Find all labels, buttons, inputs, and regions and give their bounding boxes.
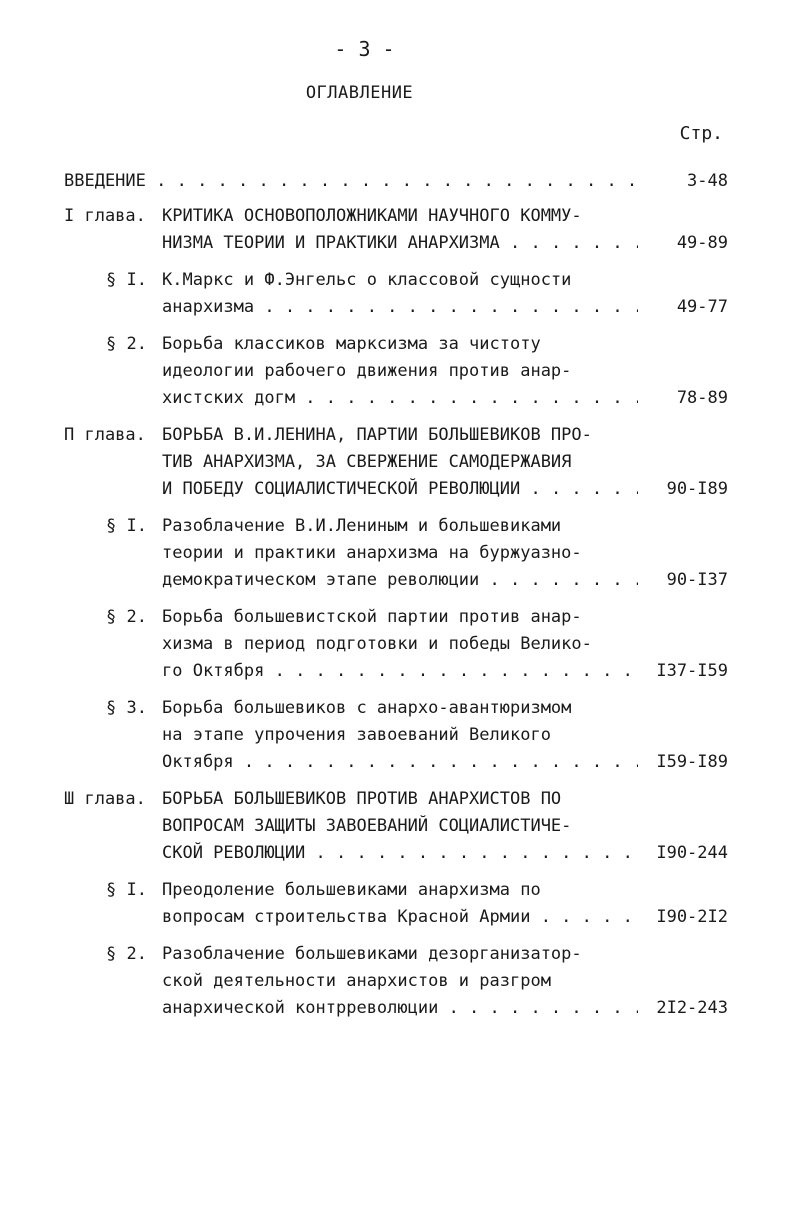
toc-entry-pages: 49-77 xyxy=(676,297,728,317)
toc-entry-line: ВОПРОСАМ ЗАЩИТЫ ЗАВОЕВАНИЙ СОЦИАЛИСТИЧЕ- xyxy=(162,816,572,836)
toc-entry-line: идеологии рабочего движения против анар- xyxy=(162,361,572,381)
toc-entry-label: § I. xyxy=(106,270,147,290)
toc-entry-section-2-3 xyxy=(64,695,728,776)
toc-entry-text xyxy=(162,604,638,685)
toc-entry-pages: I59-I89 xyxy=(656,752,728,772)
toc-entry-line: ской деятельности анархистов и разгром xyxy=(162,971,551,991)
toc-entry-label: § 2. xyxy=(106,607,147,627)
toc-entry-line: БОРЬБА БОЛЬШЕВИКОВ ПРОТИВ АНАРХИСТОВ ПО xyxy=(162,789,562,809)
toc-entry-pages: I90-2I2 xyxy=(656,907,728,927)
toc-entry-text xyxy=(162,695,638,776)
toc-entry-section-1-1 xyxy=(64,267,728,321)
toc-entry-line: ТИВ АНАРХИЗМА, ЗА СВЕРЖЕНИЕ САМОДЕРЖАВИЯ xyxy=(162,452,572,472)
toc-entry-text xyxy=(162,786,638,867)
toc-entry-line: КРИТИКА ОСНОВОПОЛОЖНИКАМИ НАУЧНОГО КОММУ- xyxy=(162,206,582,226)
toc-entry-chapter-3 xyxy=(64,786,728,867)
toc-entry-pages: 49-89 xyxy=(676,233,728,253)
toc-entry-text xyxy=(162,877,638,931)
table-of-contents xyxy=(64,168,728,1032)
toc-entry-section-3-1 xyxy=(64,877,728,931)
toc-entry-line: го Октября . . . xyxy=(162,658,638,685)
toc-entry-text xyxy=(162,941,638,1022)
toc-entry-line: Борьба классиков марксизма за чистоту xyxy=(162,334,541,354)
toc-entry-text xyxy=(162,513,638,594)
toc-entry-pages: 2I2-243 xyxy=(656,998,728,1018)
toc-entry-label: I глава. xyxy=(64,206,146,226)
toc-entry-label: Ш глава. xyxy=(64,789,146,809)
toc-entry-chapter-1 xyxy=(64,203,728,257)
toc-entry-line: анархической контрреволюции . . . xyxy=(162,995,638,1022)
toc-entry-line: на этапе упрочения завоеваний Великого xyxy=(162,725,551,745)
page-number: - 3 - xyxy=(334,37,395,61)
toc-entry-line: Разоблачение большевиками дезорганизатор- xyxy=(162,944,582,964)
toc-entry-line: Преодоление большевиками анархизма по xyxy=(162,880,541,900)
toc-entry-text xyxy=(162,267,638,321)
toc-entry-section-2-2 xyxy=(64,604,728,685)
toc-entry-pages: I37-I59 xyxy=(656,661,728,681)
toc-entry-line: К.Маркс и Ф.Энгельс о классовой сущности xyxy=(162,270,572,290)
toc-entry-line: НИЗМА ТЕОРИИ И ПРАКТИКИ АНАРХИЗМА . . . xyxy=(162,230,638,257)
toc-entry-line: Октября . . . xyxy=(162,749,638,776)
toc-entry-line: ВВЕДЕНИЕ . . . xyxy=(64,168,638,195)
toc-entry-label: § 2. xyxy=(106,334,147,354)
toc-entry-text xyxy=(64,168,638,195)
toc-entry-introduction xyxy=(64,168,728,195)
toc-entry-line: анархизма . . . xyxy=(162,294,638,321)
toc-entry-section-1-2 xyxy=(64,331,728,412)
toc-entry-pages: 78-89 xyxy=(676,388,728,408)
toc-entry-text xyxy=(162,331,638,412)
toc-entry-line: Разоблачение В.И.Лениным и большевиками xyxy=(162,516,562,536)
pages-column-header: Стр. xyxy=(679,123,723,144)
toc-entry-pages: 3-48 xyxy=(687,171,728,191)
toc-entry-line: хистских догм . . . xyxy=(162,385,638,412)
toc-entry-text xyxy=(162,203,638,257)
toc-entry-pages: 90-I89 xyxy=(666,479,728,499)
toc-entry-label: § I. xyxy=(106,880,147,900)
toc-entry-label: П глава. xyxy=(64,425,146,445)
toc-entry-line: СКОЙ РЕВОЛЮЦИИ . . . xyxy=(162,840,638,867)
toc-entry-line: Борьба большевистской партии против анар- xyxy=(162,607,582,627)
toc-title: ОГЛАВЛЕНИЕ xyxy=(305,83,414,103)
toc-entry-section-2-1 xyxy=(64,513,728,594)
toc-entry-line: Борьба большевиков с анархо-авантюризмом xyxy=(162,698,572,718)
toc-entry-label: § I. xyxy=(106,516,147,536)
toc-entry-line: демократическом этапе революции . . . xyxy=(162,567,638,594)
toc-entry-label: § 2. xyxy=(106,944,147,964)
toc-entry-line: хизма в период подготовки и победы Велико- xyxy=(162,634,592,654)
toc-entry-label: § 3. xyxy=(106,698,147,718)
toc-entry-line: вопросам строительства Красной Армии . . . xyxy=(162,904,638,931)
toc-entry-pages: I90-244 xyxy=(656,843,728,863)
toc-entry-chapter-2 xyxy=(64,422,728,503)
toc-entry-text xyxy=(162,422,638,503)
toc-entry-line: теории и практики анархизма на буржуазно- xyxy=(162,543,582,563)
toc-entry-pages: 90-I37 xyxy=(666,570,728,590)
toc-entry-line: БОРЬБА В.И.ЛЕНИНА, ПАРТИИ БОЛЬШЕВИКОВ ПРО- xyxy=(162,425,592,445)
toc-entry-line: И ПОБЕДУ СОЦИАЛИСТИЧЕСКОЙ РЕВОЛЮЦИИ . . . xyxy=(162,476,638,503)
toc-entry-section-3-2 xyxy=(64,941,728,1022)
